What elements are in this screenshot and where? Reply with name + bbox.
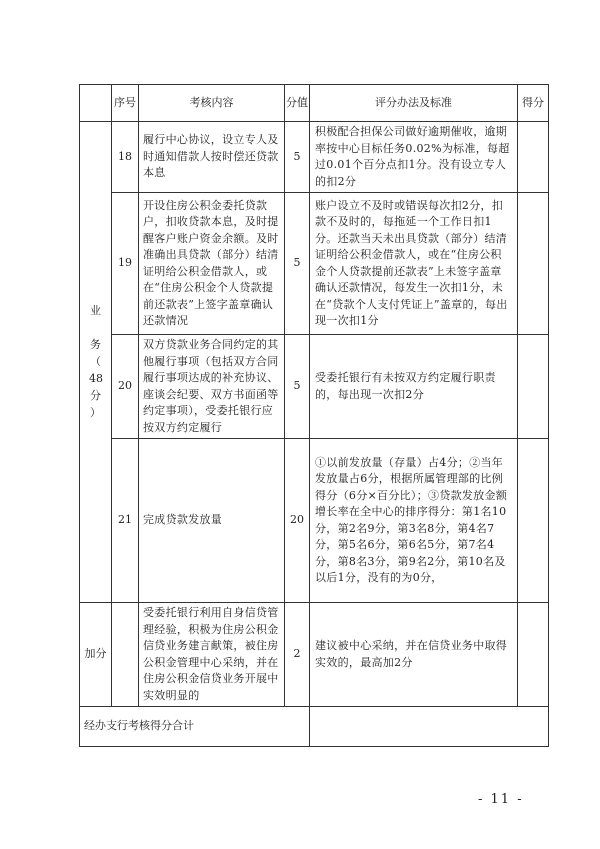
total-score xyxy=(310,707,549,747)
row-score xyxy=(518,603,549,707)
category-bonus: 加分 xyxy=(80,603,112,707)
row-method: 账户设立不及时或错误每次扣2分，扣款不及时的，每拖延一个工作日扣1分。还款当天未出具贷款（部分）结清证明给公积金借款人，或在“住房公积金个人贷款提前还款表”上未签字盖章确认还款情况，每发生一次扣1分，未在“贷款个人支付凭证上”盖章的，每出现一次扣1分 xyxy=(310,193,518,335)
row-seq: 21 xyxy=(112,439,139,603)
row-method: 建议被中心采纳，并在信贷业务中取得实效的，最高加2分 xyxy=(310,603,518,707)
row-score xyxy=(518,335,549,439)
row-content: 双方贷款业务合同约定的其他履行事项（包括双方合同履行事项达成的补充协议、座谈会纪要、双方书面函等约定事项），受委托银行应按双方约定履行 xyxy=(139,335,285,439)
row-content: 开设住房公积金委托贷款户，扣收贷款本息，及时提醒客户账户资金余额。及时准确出具贷款（部分）结清证明给公积金借款人，或在“住房公积金个人贷款提前还款表”上签字盖章确认还款情况 xyxy=(139,193,285,335)
table-header-row xyxy=(80,85,549,122)
header-seq: 序号 xyxy=(112,85,139,122)
row-score xyxy=(518,439,549,603)
row-method: 积极配合担保公司做好逾期催收，逾期率按中心目标任务0.02%为标准，每超过0.01个百分点扣1分。没有设立专人的扣2分 xyxy=(310,122,518,193)
row-method: 受委托银行有未按双方约定履行职责的，每出现一次扣2分 xyxy=(310,335,518,439)
table-row xyxy=(80,335,549,439)
page-number: - 11 - xyxy=(478,792,524,807)
category-business-label: 业 务 （ 48 分 ） xyxy=(89,304,103,420)
table-row xyxy=(80,193,549,335)
row-points: 5 xyxy=(285,193,310,335)
row-score xyxy=(518,193,549,335)
row-points: 2 xyxy=(285,603,310,707)
bonus-row xyxy=(80,603,549,707)
row-seq xyxy=(112,603,139,707)
row-seq: 18 xyxy=(112,122,139,193)
row-points: 5 xyxy=(285,335,310,439)
total-label: 经办支行考核得分合计 xyxy=(80,707,310,747)
header-score: 得分 xyxy=(518,85,549,122)
row-seq: 19 xyxy=(112,193,139,335)
header-content: 考核内容 xyxy=(139,85,285,122)
row-points: 5 xyxy=(285,122,310,193)
row-content: 履行中心协议，设立专人及时通知借款人按时偿还贷款本息 xyxy=(139,122,285,193)
total-row xyxy=(80,707,549,747)
row-score xyxy=(518,122,549,193)
row-content: 完成贷款发放量 xyxy=(139,439,285,603)
row-points: 20 xyxy=(285,439,310,603)
row-content: 受委托银行利用自身信贷管理经验，积极为住房公积金信贷业务建言献策，被住房公积金管理中心采纳，并在住房公积金信贷业务开展中实效明显的 xyxy=(139,603,285,707)
header-method: 评分办法及标准 xyxy=(310,85,518,122)
header-category xyxy=(80,85,112,122)
table-row xyxy=(80,122,549,193)
assessment-table xyxy=(79,84,549,747)
row-method: ①以前发放量（存量）占4分；②当年发放量占6分，根据所属管理部的比例得分（6分×百分比）；③贷款发放金额增长率在全中心的排序得分：第1名10分，第2名9分，第3名8分，第4名7分，第5名6分，第6名5分，第7名4分，第8名3分，第9名2分，第10名及以后1分，没有的为0分， xyxy=(310,439,518,603)
category-business xyxy=(80,122,112,603)
header-points: 分值 xyxy=(285,85,310,122)
row-seq: 20 xyxy=(112,335,139,439)
table-row xyxy=(80,439,549,603)
